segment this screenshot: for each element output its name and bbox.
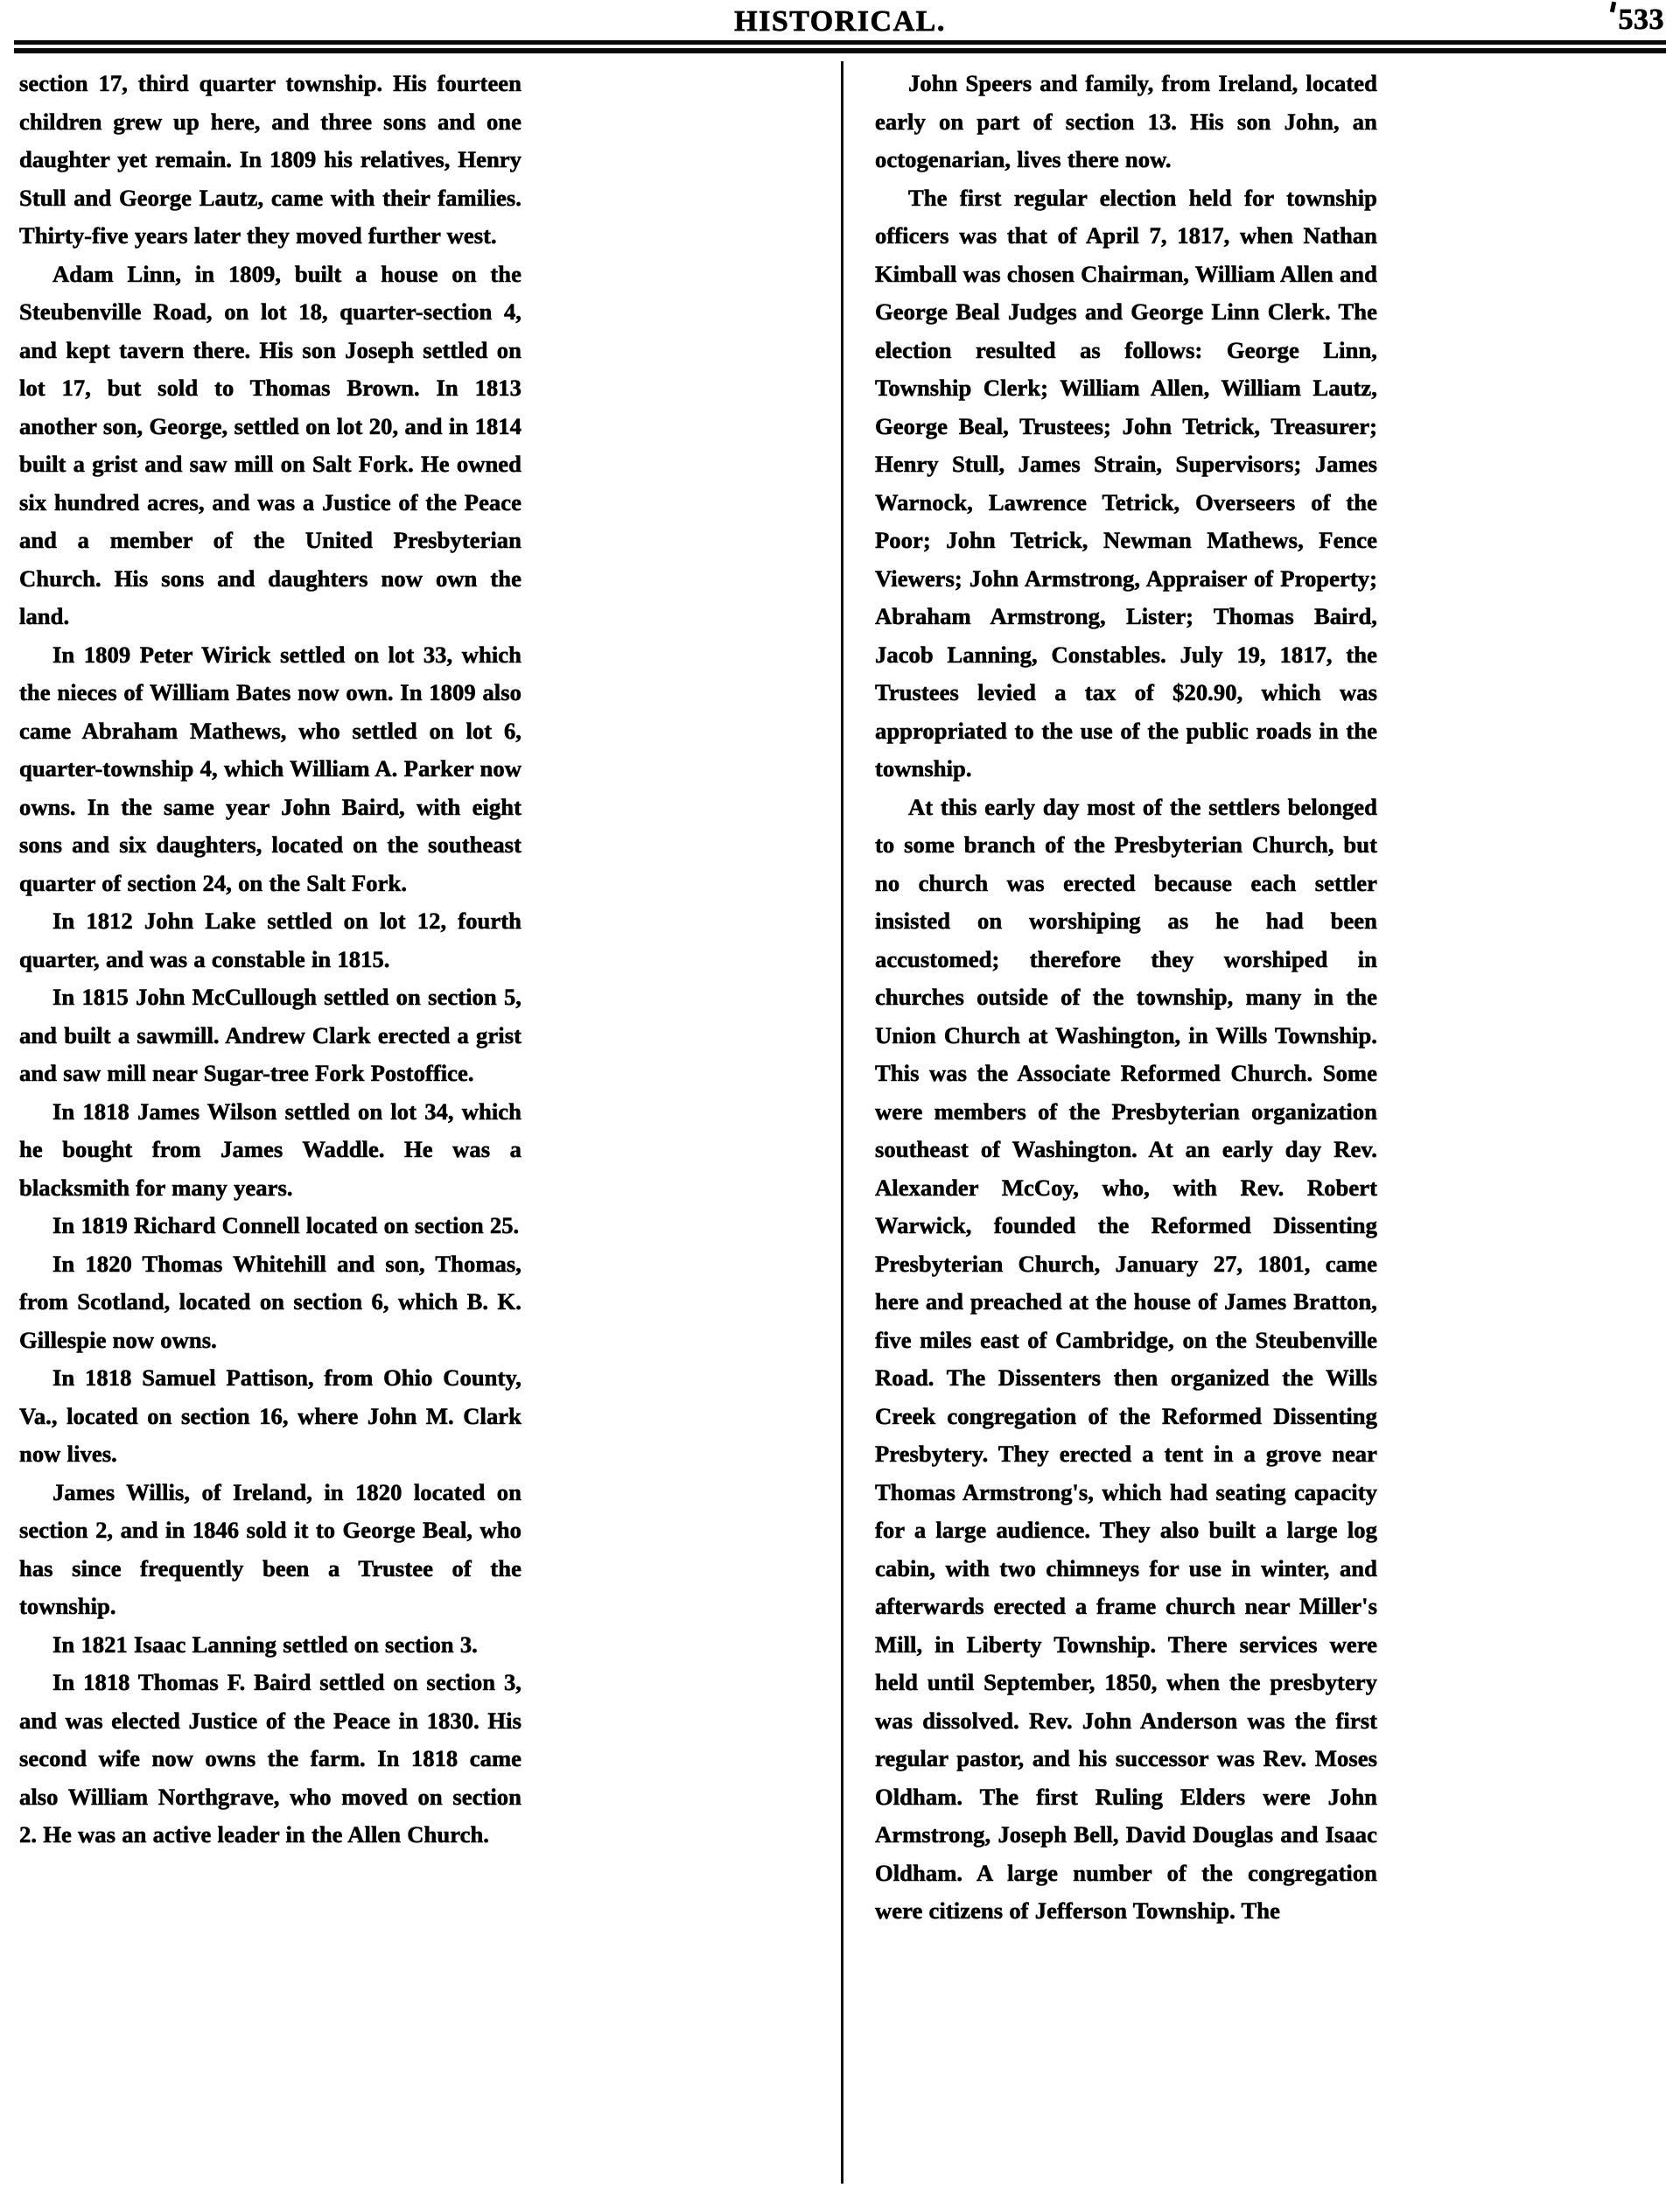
paragraph: In 1821 Isaac Lanning settled on section 3. <box>52 1630 478 1658</box>
paragraph: In 1820 Thomas Whitehill and son, Thomas, from Scotland, located on section 6, which B. K. Gillespie now owns. <box>19 1250 522 1353</box>
paragraph: In 1819 Richard Connell located on section 25. <box>52 1212 520 1238</box>
paragraph: In 1818 Samuel Pattison, from Ohio County, Va., located on section 16, where John M. Clark now lives. <box>19 1364 522 1467</box>
paragraph: In 1818 James Wilson settled on lot 34, which he bought from James Waddle. He was a blacksmith for many years. <box>19 1098 522 1201</box>
paragraph: In 1818 Thomas F. Baird settled on section 3, and was elected Justice of the Peace in 1830. His second wife now owns the farm. In 1818 came also William Northgrave, who moved on section 2. He was an active leader in the Allen Church. <box>19 1669 522 1848</box>
paragraph: In 1812 John Lake settled on lot 12, fourth quarter, and was a constable in 1815. <box>19 908 522 972</box>
paragraph: John Speers and family, from Ireland, located early on part of section 13. His son John, an octogenarian, lives there now. <box>875 70 1377 172</box>
paragraph: section 17, third quarter township. His fourteen children grew up here, and three sons and one daughter yet remain. In 1809 his relatives, Henry Stull and George Lautz, came with their families. Thirty-five years later they moved further west. <box>19 70 522 249</box>
paragraph: In 1815 John McCullough settled on section 5, and built a sawmill. Andrew Clark erected a grist and saw mill near Sugar-tree Fork Postoffice. <box>19 984 522 1086</box>
paragraph: The first regular election held for township officers was that of April 7, 1817, when Nathan Kimball was chosen Chairman, William Allen and George Beal Judges and George Linn Clerk. The election resulted as follows: George Linn, Township Clerk; William Allen, William Lautz, George Beal, Trustees; John Tetrick, Treasurer; Henry Stull, James Strain, Supervisors; James Warnock, Lawrence Tetrick, Overseers of the Poor; John Tetrick, Newman Mathews, Fence Viewers; John Armstrong, Appraiser of Property; Abraham Armstrong, Lister; Thomas Baird, Jacob Lanning, Constables. July 19, 1817, the Trustees levied a tax of $20.90, which was appropriated to the use of the public roads in the township. <box>875 184 1377 782</box>
paragraph: Adam Linn, in 1809, built a house on the Steubenville Road, on lot 18, quarter-section 4, and kept tavern there. His son Joseph settled on lot 17, but sold to Thomas Brown. In 1813 another son, George, settled on lot 20, and in 1814 built a grist and saw mill on Salt Fork. He owned six hundred acres, and was a Justice of the Peace and a member of the United Presbyterian Church. His sons and daughters now own the land. <box>19 260 522 629</box>
column-divider-rule <box>841 61 844 2184</box>
page-title: HISTORICAL. <box>734 5 946 38</box>
right-column <box>875 65 1377 1931</box>
page-number: 533 <box>1618 4 1664 36</box>
header-double-rule <box>14 40 1666 53</box>
left-column <box>19 65 522 1855</box>
paragraph: At this early day most of the settlers belonged to some branch of the Presbyterian Church, but no church was erected because each settler insisted on worshiping as he had been accustomed; therefore they worshiped in churches outside of the township, many in the Union Church at Washington, in Wills Township. This was the Associate Reformed Church. Some were members of the Presbyterian organization southeast of Washington. At an early day Rev. Alexander McCoy, who, with Rev. Robert Warwick, founded the Reformed Dissenting Presbyterian Church, January 27, 1801, came here and preached at the house of James Bratton, five miles east of Cambridge, on the Steubenville Road. The Dissenters then organized the Wills Creek congregation of the Reformed Dissenting Presbytery. They erected a tent in a grove near Thomas Armstrong's, which had seating capacity for a large audience. They also built a large log cabin, with two chimneys for use in winter, and afterwards erected a frame church near Miller's Mill, in Liberty Township. There services were held until September, 1850, when the presbytery was dissolved. Rev. John Anderson was the first regular pastor, and his successor was Rev. Moses Oldham. The first Ruling Elders were John Armstrong, Joseph Bell, David Douglas and Isaac Oldham. A large number of the congregation were citizens of Jefferson Township. The <box>875 793 1377 1924</box>
paragraph: In 1809 Peter Wirick settled on lot 33, which the nieces of William Bates now own. In 1809 also came Abraham Mathews, who settled on lot 6, quarter-township 4, which William A. Parker now owns. In the same year John Baird, with eight sons and six daughters, located on the southeast quarter of section 24, on the Salt Fork. <box>19 641 522 896</box>
paragraph: James Willis, of Ireland, in 1820 located on section 2, and in 1846 sold it to George Beal, who has since frequently been a Trustee of the township. <box>19 1478 522 1619</box>
rule-lower <box>14 48 1666 53</box>
